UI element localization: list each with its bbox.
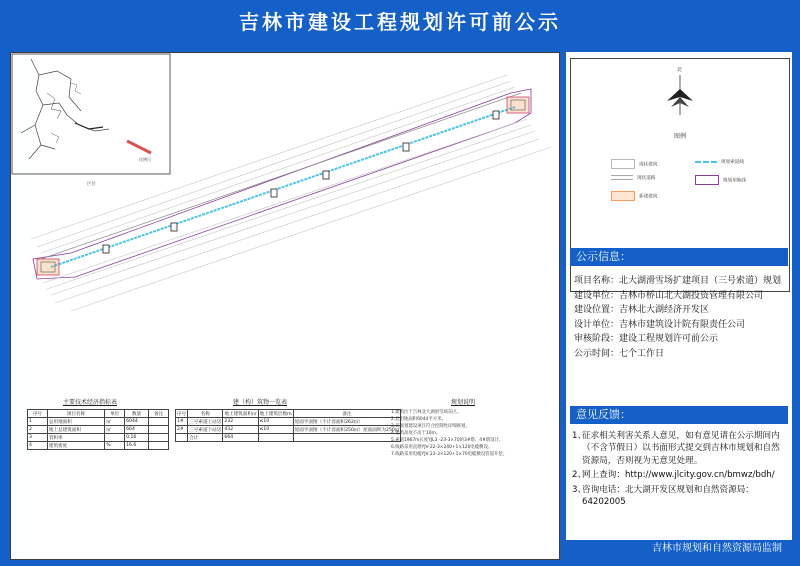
drawing-tables: [11, 377, 559, 559]
table-cell: ≤10: [258, 426, 293, 434]
cable-line-swatch: [695, 161, 717, 163]
buildings-header-row: [176, 410, 401, 418]
table-cell: 432: [223, 426, 258, 434]
north-arrow-icon: [571, 59, 789, 129]
table-header-cell: 地上建筑层数m: [259, 411, 292, 417]
table-row: [28, 418, 169, 426]
table-row: [28, 442, 169, 450]
legend-title: 图例: [673, 133, 686, 140]
legend-item: [611, 175, 655, 181]
table-cell: 4: [28, 442, 48, 450]
table-row: [176, 426, 401, 434]
table-row: [176, 418, 401, 426]
table-cell: 3: [28, 434, 48, 442]
legend-item: [695, 159, 744, 165]
opinion-item: [570, 484, 788, 509]
table-cell: [149, 442, 169, 450]
info-header: 公示信息：: [570, 248, 788, 266]
note-line: 3.该规划建设项目符合控制性详细规划。: [391, 424, 470, 429]
note-line: 6.线路采用直埋YJV-22-3×240+1×120电缆敷设。: [391, 445, 493, 450]
opinion-item: [570, 469, 788, 481]
info-line: 建设单位：吉林市桥山北大湖投资管理有限公司: [574, 290, 764, 301]
table-header-cell: 序号: [177, 411, 187, 417]
table-header-cell: 备注: [149, 410, 169, 418]
note-line: 2.总用地面积6044平方米。: [391, 417, 446, 422]
table-cell: 容积率: [47, 434, 104, 442]
table-cell: 232: [223, 418, 258, 426]
note-line: 5.索道1967m长度YJL3 -23-3×70的3#塔、4#塔设计。: [391, 438, 504, 443]
table-cell: 总用地面积: [47, 418, 104, 426]
inset-scale-label: 比例尺: [139, 157, 151, 162]
indicators-table: [27, 409, 169, 450]
side-panel: [566, 52, 792, 558]
footer-label: 吉林市规划和自然资源局监制: [566, 540, 792, 558]
table-row: [28, 426, 169, 434]
table-cell: 三号索道下站房: [189, 427, 222, 433]
legend-item: [611, 191, 657, 201]
opinion-number: 1、: [572, 431, 587, 441]
table-cell: 三号索道上站房: [189, 419, 222, 425]
lower-station: [37, 259, 59, 275]
legend-label: 现状道路: [637, 176, 656, 181]
table-header-cell: 名称: [188, 410, 223, 418]
site-plan-svg: [11, 53, 559, 377]
indicators-header-row: [28, 410, 169, 418]
table-cell: ㎡: [105, 426, 125, 434]
table-cell: 2#: [176, 426, 188, 434]
table-cell: [176, 434, 188, 442]
table-cell: 建筑密度: [47, 442, 104, 450]
note-line: 4.建筑高度不高于10m。: [391, 431, 441, 436]
table-cell: 2: [28, 426, 48, 434]
table-cell: 16.6: [125, 442, 149, 450]
note-line: 7.线路采用电缆YJV 22-3×120+1×70电缆敷设管道开挖。: [391, 452, 508, 457]
table-cell: 0.16: [125, 434, 149, 442]
legend-label: 规划索道线: [721, 160, 744, 165]
legend-label: 现状建筑: [639, 162, 658, 168]
north-label: 北: [677, 67, 683, 73]
buildings-title: 建（构）筑物一览表: [233, 399, 288, 406]
buildings-table: [175, 409, 401, 442]
legend-item: [611, 159, 657, 169]
website-link[interactable]: 网上查询：http://www.jlcity.gov.cn/bmwz/bdh/: [582, 470, 775, 481]
new-building-swatch: [611, 191, 635, 201]
opinion-number: 2、: [572, 470, 587, 481]
table-row: [176, 434, 401, 442]
inset-label: 区位: [87, 182, 96, 187]
opinion-item: [570, 430, 788, 467]
table-cell: 屋面平面图（不计容面积250㎡）屋面面积为250㎡: [294, 427, 400, 433]
table-cell: [258, 434, 293, 442]
table-cell: [149, 434, 169, 442]
notes-title: 规划说明: [451, 399, 476, 406]
table-cell: ≤10: [258, 418, 293, 426]
table-cell: [149, 418, 169, 426]
table-cell: %: [105, 442, 125, 450]
legend-label: 新建建筑: [639, 194, 658, 200]
table-header-cell: 备注: [293, 410, 401, 418]
planning-notes: [391, 409, 553, 458]
table-cell: ㎡: [105, 418, 125, 426]
info-line: 设计单位：吉林市建筑设计院有限责任公司: [574, 319, 746, 330]
table-header-cell: 地上建筑面积㎡: [224, 411, 257, 417]
info-line: 公示时间：七个工作日: [574, 348, 665, 359]
table-cell: [149, 426, 169, 434]
land-boundary-swatch: [695, 175, 719, 185]
page-title: 吉林市建设工程规划许可前公示: [0, 0, 800, 44]
info-line: 建设位置：吉林北大湖经济开发区: [574, 305, 710, 316]
table-header-cell: 项目名称: [47, 410, 104, 418]
table-header-cell: 数量: [125, 410, 149, 418]
table-cell: 地上总建筑面积: [47, 426, 104, 434]
table-cell: [105, 434, 125, 442]
location-inset-frame: [12, 54, 170, 174]
info-block: [574, 274, 788, 362]
opinion-text: 征求相关利害关系人意见，如有意见请在公示期间内（不含节假日）以书面形式提交到吉林市规划和自然资源局，否则视为无意见处理。: [582, 431, 780, 466]
upper-station: [507, 97, 529, 113]
existing-road-swatch: [611, 175, 633, 180]
info-line: 审核阶段：建设工程规划许可前公示: [574, 334, 719, 345]
note-line: 1.建筑位于吉林北大湖滑雪场东区。: [391, 410, 462, 415]
table-cell: 6044: [125, 418, 149, 426]
table-cell: 664: [223, 434, 258, 442]
opinion-text: 咨询电话：北大湖开发区规划和自然资源局：64202005: [582, 484, 754, 508]
indicators-title: 主要技术经济指标表: [63, 399, 118, 406]
table-cell: 屋面平面图（不计容面积262㎡）: [293, 418, 401, 426]
opinion-block: [570, 430, 788, 508]
table-header-cell: 单位: [105, 410, 125, 418]
table-cell: [293, 434, 401, 442]
legend-item: [695, 175, 746, 185]
table-row: [28, 434, 169, 442]
table-cell: 合计: [188, 434, 223, 442]
table-cell: 664: [125, 426, 149, 434]
legend-label: 规划用地线: [723, 178, 746, 184]
table-cell: 1: [28, 418, 48, 426]
existing-building-swatch: [611, 159, 635, 169]
opinion-number: 3、: [572, 484, 587, 495]
opinion-header: 意见反馈：: [570, 406, 788, 424]
table-header-cell: 序号: [28, 410, 48, 418]
table-cell: 1#: [176, 418, 188, 426]
site-plan-drawing: [10, 52, 560, 560]
info-line: 项目名称：北大湖滑雪场扩建项目（三号索道）规划: [574, 276, 782, 286]
